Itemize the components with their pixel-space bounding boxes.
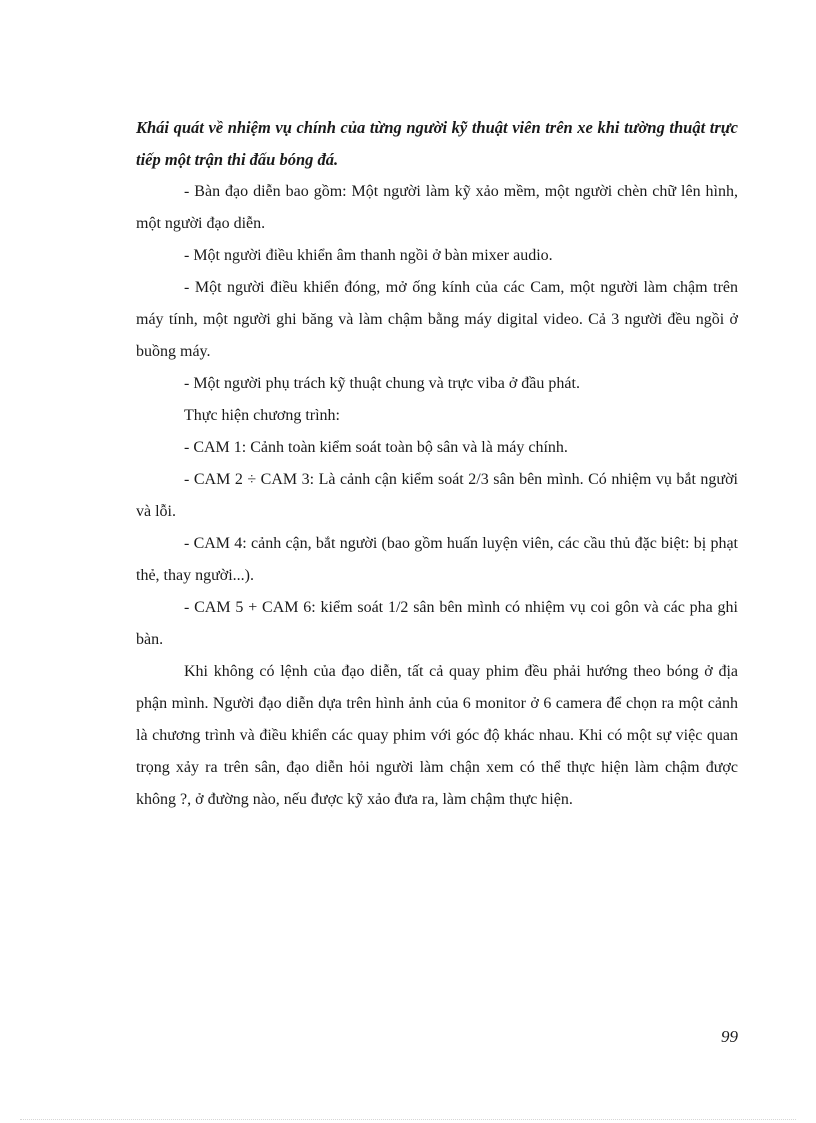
paragraph: - Một người phụ trách kỹ thuật chung và trực viba ở đầu phát. <box>184 375 580 392</box>
paragraph: - CAM 5 + CAM 6: kiểm soát 1/2 sân bên mình có nhiệm vụ coi gôn và các pha ghi bàn. <box>136 599 738 648</box>
paragraph: - Một người điều khiển âm thanh ngồi ở bàn mixer audio. <box>184 247 553 264</box>
section-heading: Khái quát về nhiệm vụ chính của từng người kỹ thuật viên trên xe khi tường thuật trực tiếp một trận thi đấu bóng đá. <box>136 118 738 169</box>
page-bottom-rule <box>20 1119 796 1120</box>
page-number: 99 <box>721 1027 738 1046</box>
paragraph: Khi không có lệnh của đạo diễn, tất cả quay phim đều phải hướng theo bóng ở địa phận mình. Người đạo diễn dựa trên hình ảnh của 6 monitor ở 6 camera để chọn ra một cảnh là chương trình và điều khiển các quay phim với góc độ khác nhau. Khi có một sự việc quan trọng xảy ra trên sân, đạo diễn hỏi người làm chận xem có thể thực hiện làm chậm được không ?, ở đường nào, nếu được kỹ xảo đưa ra, làm chậm thực hiện. <box>136 663 738 808</box>
page-body <box>136 112 738 816</box>
paragraph: - Bàn đạo diễn bao gồm: Một người làm kỹ xảo mềm, một người chèn chữ lên hình, một người đạo diễn. <box>136 183 738 232</box>
paragraph: - CAM 1: Cảnh toàn kiểm soát toàn bộ sân và là máy chính. <box>184 439 568 456</box>
paragraph: - CAM 4: cảnh cận, bắt người (bao gồm huấn luyện viên, các cầu thủ đặc biệt: bị phạt thẻ, thay người...). <box>136 535 738 584</box>
paragraph: - Một người điều khiển đóng, mở ống kính của các Cam, một người làm chậm trên máy tính, một người ghi băng và làm chậm bằng máy digital video. Cả 3 người đều ngồi ở buồng máy. <box>136 279 738 360</box>
paragraph: Thực hiện chương trình: <box>184 407 340 424</box>
paragraph: - CAM 2 ÷ CAM 3: Là cảnh cận kiểm soát 2/3 sân bên mình. Có nhiệm vụ bắt người và lỗi. <box>136 471 738 520</box>
